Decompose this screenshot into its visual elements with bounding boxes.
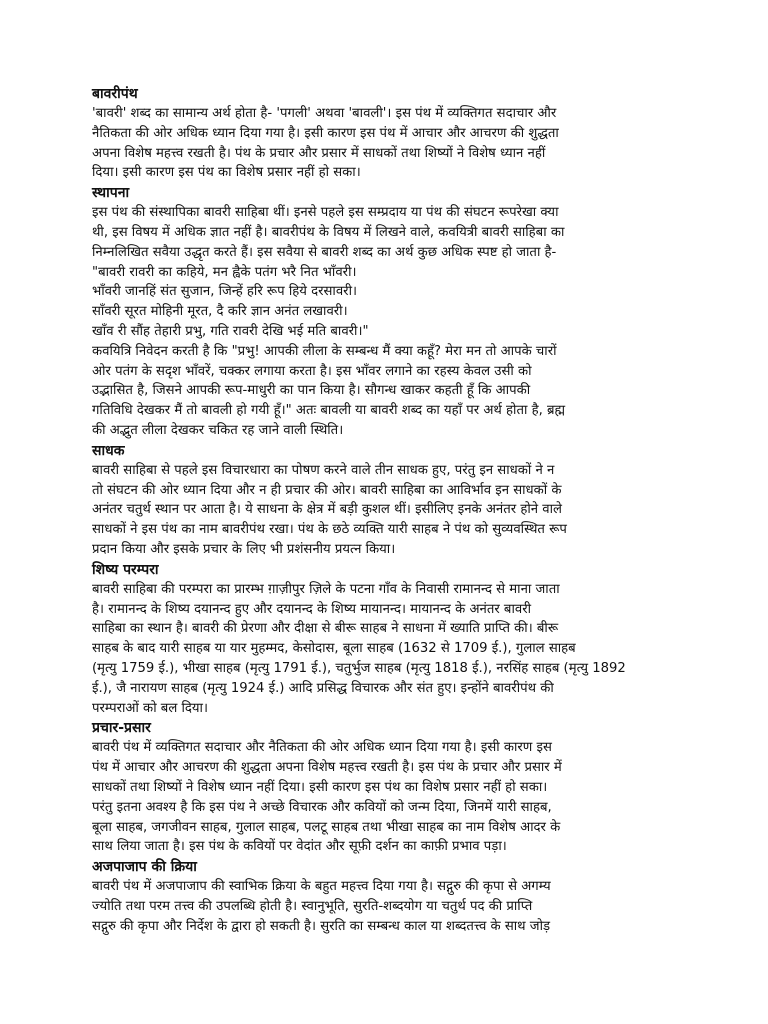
text-line: ई.), जै नारायण साहब (मृत्यु 1924 ई.) आदि प्रसिद्ध विचारक और संत हुए। इन्होंने बावरीपंथ की xyxy=(92,680,554,696)
section-prachar-prasar xyxy=(92,718,682,857)
text-line: साहब के बाद यारी साहब या यार मुहम्मद, केसोदास, बूला साहब (1632 से 1709 ई.), गुलाल साहब xyxy=(92,641,576,657)
text-line: की अद्भुत लीला देखकर चकित रह जाने वाली स्थिति। xyxy=(92,422,344,438)
section-heading: बावरीपंथ xyxy=(92,86,138,102)
text-line: बावरी साहिबा की परम्परा का प्रारम्भ ग़ाज़ीपुर ज़िले के पटना गाँव के निवासी रामानन्द से माना जाता xyxy=(92,581,560,597)
section-heading: अजपाजाप की क्रिया xyxy=(92,859,197,876)
text-line: परम्पराओं को बल दिया। xyxy=(92,700,208,716)
text-line: थी, इस विषय में अधिक ज्ञात नहीं है। बावरीपंथ के विषय में लिखने वाले, कवयित्री बावरी साहिबा का xyxy=(92,224,565,240)
section-paragraph xyxy=(92,203,682,441)
text-line: साहिबा का स्थान है। बावरी की प्रेरणा और दीक्षा से बीरू साहब ने साधना में ख्याति प्राप्ति की। बीरू xyxy=(92,621,559,637)
text-line: (मृत्यु 1759 ई.), भीखा साहब (मृत्यु 1791 ई.), चतुर्भुज साहब (मृत्यु 1818 ई.), नरसिंह साहब (मृत्यु 1892 xyxy=(92,660,626,676)
text-line: कवयित्रि निवेदन करती है कि "प्रभु! आपकी लीला के सम्बन्ध मैं क्या कहूँ? मेरा मन तो आपके चारों xyxy=(92,343,557,359)
section-paragraph xyxy=(92,461,682,560)
text-line: इस पंथ की संस्थापिका बावरी साहिबा थीं। इनसे पहले इस सम्प्रदाय या पंथ की संघटन रूपरेखा क्या xyxy=(92,205,559,221)
section-shishya-parampara xyxy=(92,560,682,719)
text-line: साथ लिया जाता है। इस पंथ के कवियों पर वेदांत और सूफ़ी दर्शन का काफ़ी प्रभाव पड़ा। xyxy=(92,839,507,855)
text-line: बावरी पंथ में व्यक्तिगत सदाचार और नैतिकता की ओर अधिक ध्यान दिया गया है। इसी कारण इस xyxy=(92,740,552,756)
text-line: नैतिकता की ओर अधिक ध्यान दिया गया है। इसी कारण इस पंथ में आचार और आचरण की शुद्धता xyxy=(92,125,559,141)
text-line: बावरी साहिबा से पहले इस विचारधारा का पोषण करने वाले तीन साधक हुए, परंतु इन साधकों ने न xyxy=(92,462,555,478)
verse-line: "बावरी रावरी का कहिये, मन ह्वैके पतंग भरै नित भाँवरी। xyxy=(92,264,357,280)
section-heading: प्रचार-प्रसार xyxy=(92,720,151,737)
section-paragraph xyxy=(92,104,682,183)
text-line: साधकों तथा शिष्यों ने विशेष ध्यान नहीं दिया। इसी कारण इस पंथ का विशेष प्रसार नहीं हो सका। xyxy=(92,779,548,795)
section-bawripanth xyxy=(92,84,682,183)
section-sadhak xyxy=(92,441,682,560)
text-line: दिया। इसी कारण इस पंथ का विशेष प्रसार नहीं हो सका। xyxy=(92,165,361,181)
section-paragraph xyxy=(92,738,682,857)
section-ajapajap xyxy=(92,857,682,936)
verse-line: भाँवरी जानहिं संत सुजान, जिन्हें हरि रूप हिये दरसावरी। xyxy=(92,284,357,300)
text-line: साधकों ने इस पंथ का नाम बावरीपंथ रखा। पंथ के छठे व्यक्ति यारी साहब ने पंथ को सुव्यवस्थित रूप xyxy=(92,522,567,538)
verse-line: साँवरी सूरत मोहिनी मूरत, दै करि ज्ञान अनंत लखावरी। xyxy=(92,304,348,320)
text-line: बावरी पंथ में अजपाजाप की स्वाभिक क्रिया के बहुत महत्त्व दिया गया है। सद्गुरु की कृपा से अगम्य xyxy=(92,879,551,895)
document-page xyxy=(92,84,682,936)
text-line: तो संघटन की ओर ध्यान दिया और न ही प्रचार की ओर। बावरी साहिबा का आविर्भाव इन साधकों के xyxy=(92,482,562,498)
section-heading: साधक xyxy=(92,442,125,459)
text-line: 'बावरी' शब्द का सामान्य अर्थ होता है- 'पगली' अथवा 'बावली'। इस पंथ में व्यक्तिगत सदाचार और xyxy=(92,106,557,121)
text-line: ओर पतंग के सदृश भाँवरें, चक्कर लगाया करता है। इस भाँवर लगाने का रहस्य केवल उसी को xyxy=(92,363,532,379)
section-paragraph xyxy=(92,877,682,936)
text-line: परंतु इतना अवश्य है कि इस पंथ ने अच्छे विचारक और कवियों को जन्म दिया, जिनमें यारी साहब, xyxy=(92,799,552,815)
text-line: अपना विशेष महत्त्व रखती है। पंथ के प्रचार और प्रसार में साधकों तथा शिष्यों ने विशेष ध्यान नहीं xyxy=(92,145,546,161)
verse-line: खाँव री सौंह तेहारी प्रभु, गति रावरी देखि भई मति बावरी।" xyxy=(92,323,369,339)
text-line: प्रदान किया और इसके प्रचार के लिए भी प्रशंसनीय प्रयत्न किया। xyxy=(92,541,396,557)
text-line: बूला साहब, जगजीवन साहब, गुलाल साहब, पलटू साहब तथा भीखा साहब का नाम विशेष आदर के xyxy=(92,819,561,835)
text-line: गतिविधि देखकर मैं तो बावली हो गयी हूँ।" अतः बावली या बावरी शब्द का यहाँ पर अर्थ होता है, ब्रह्म xyxy=(92,403,566,419)
section-heading: स्थापना xyxy=(92,185,130,202)
text-line: है। रामानन्द के शिष्य दयानन्द हुए और दयानन्द के शिष्य मायानन्द। मायानन्द के अनंतर बावरी xyxy=(92,601,532,617)
section-heading: शिष्य परम्परा xyxy=(92,561,159,578)
text-line: उद्भासित है, जिसने आपकी रूप-माधुरी का पान किया है। सौगन्ध खाकर कहती हूँ कि आपकी xyxy=(92,383,531,399)
text-line: अनंतर चतुर्थ स्थान पर आता है। ये साधना के क्षेत्र में बड़ी कुशल थीं। इसीलिए इनके अनंतर होने वाले xyxy=(92,502,562,518)
text-line: सद्गुरु की कृपा और निर्देश के द्वारा हो सकती है। सुरति का सम्बन्ध काल या शब्दतत्त्व के साथ जोड़ xyxy=(92,918,551,934)
text-line: निम्नलिखित सवैया उद्धृत करते हैं। इस सवैया से बावरी शब्द का अर्थ कुछ अधिक स्पष्ट हो जाता है- xyxy=(92,244,557,260)
section-paragraph xyxy=(92,580,682,719)
text-line: ज्योति तथा परम तत्त्व की उपलब्धि होती है। स्वानुभूति, सुरति-शब्दयोग या चतुर्थ पद की प्राप्ति xyxy=(92,898,533,914)
section-sthapana xyxy=(92,183,682,441)
text-line: पंथ में आचार और आचरण की शुद्धता अपना विशेष महत्त्व रखती है। इस पंथ के प्रचार और प्रसार में xyxy=(92,760,562,776)
